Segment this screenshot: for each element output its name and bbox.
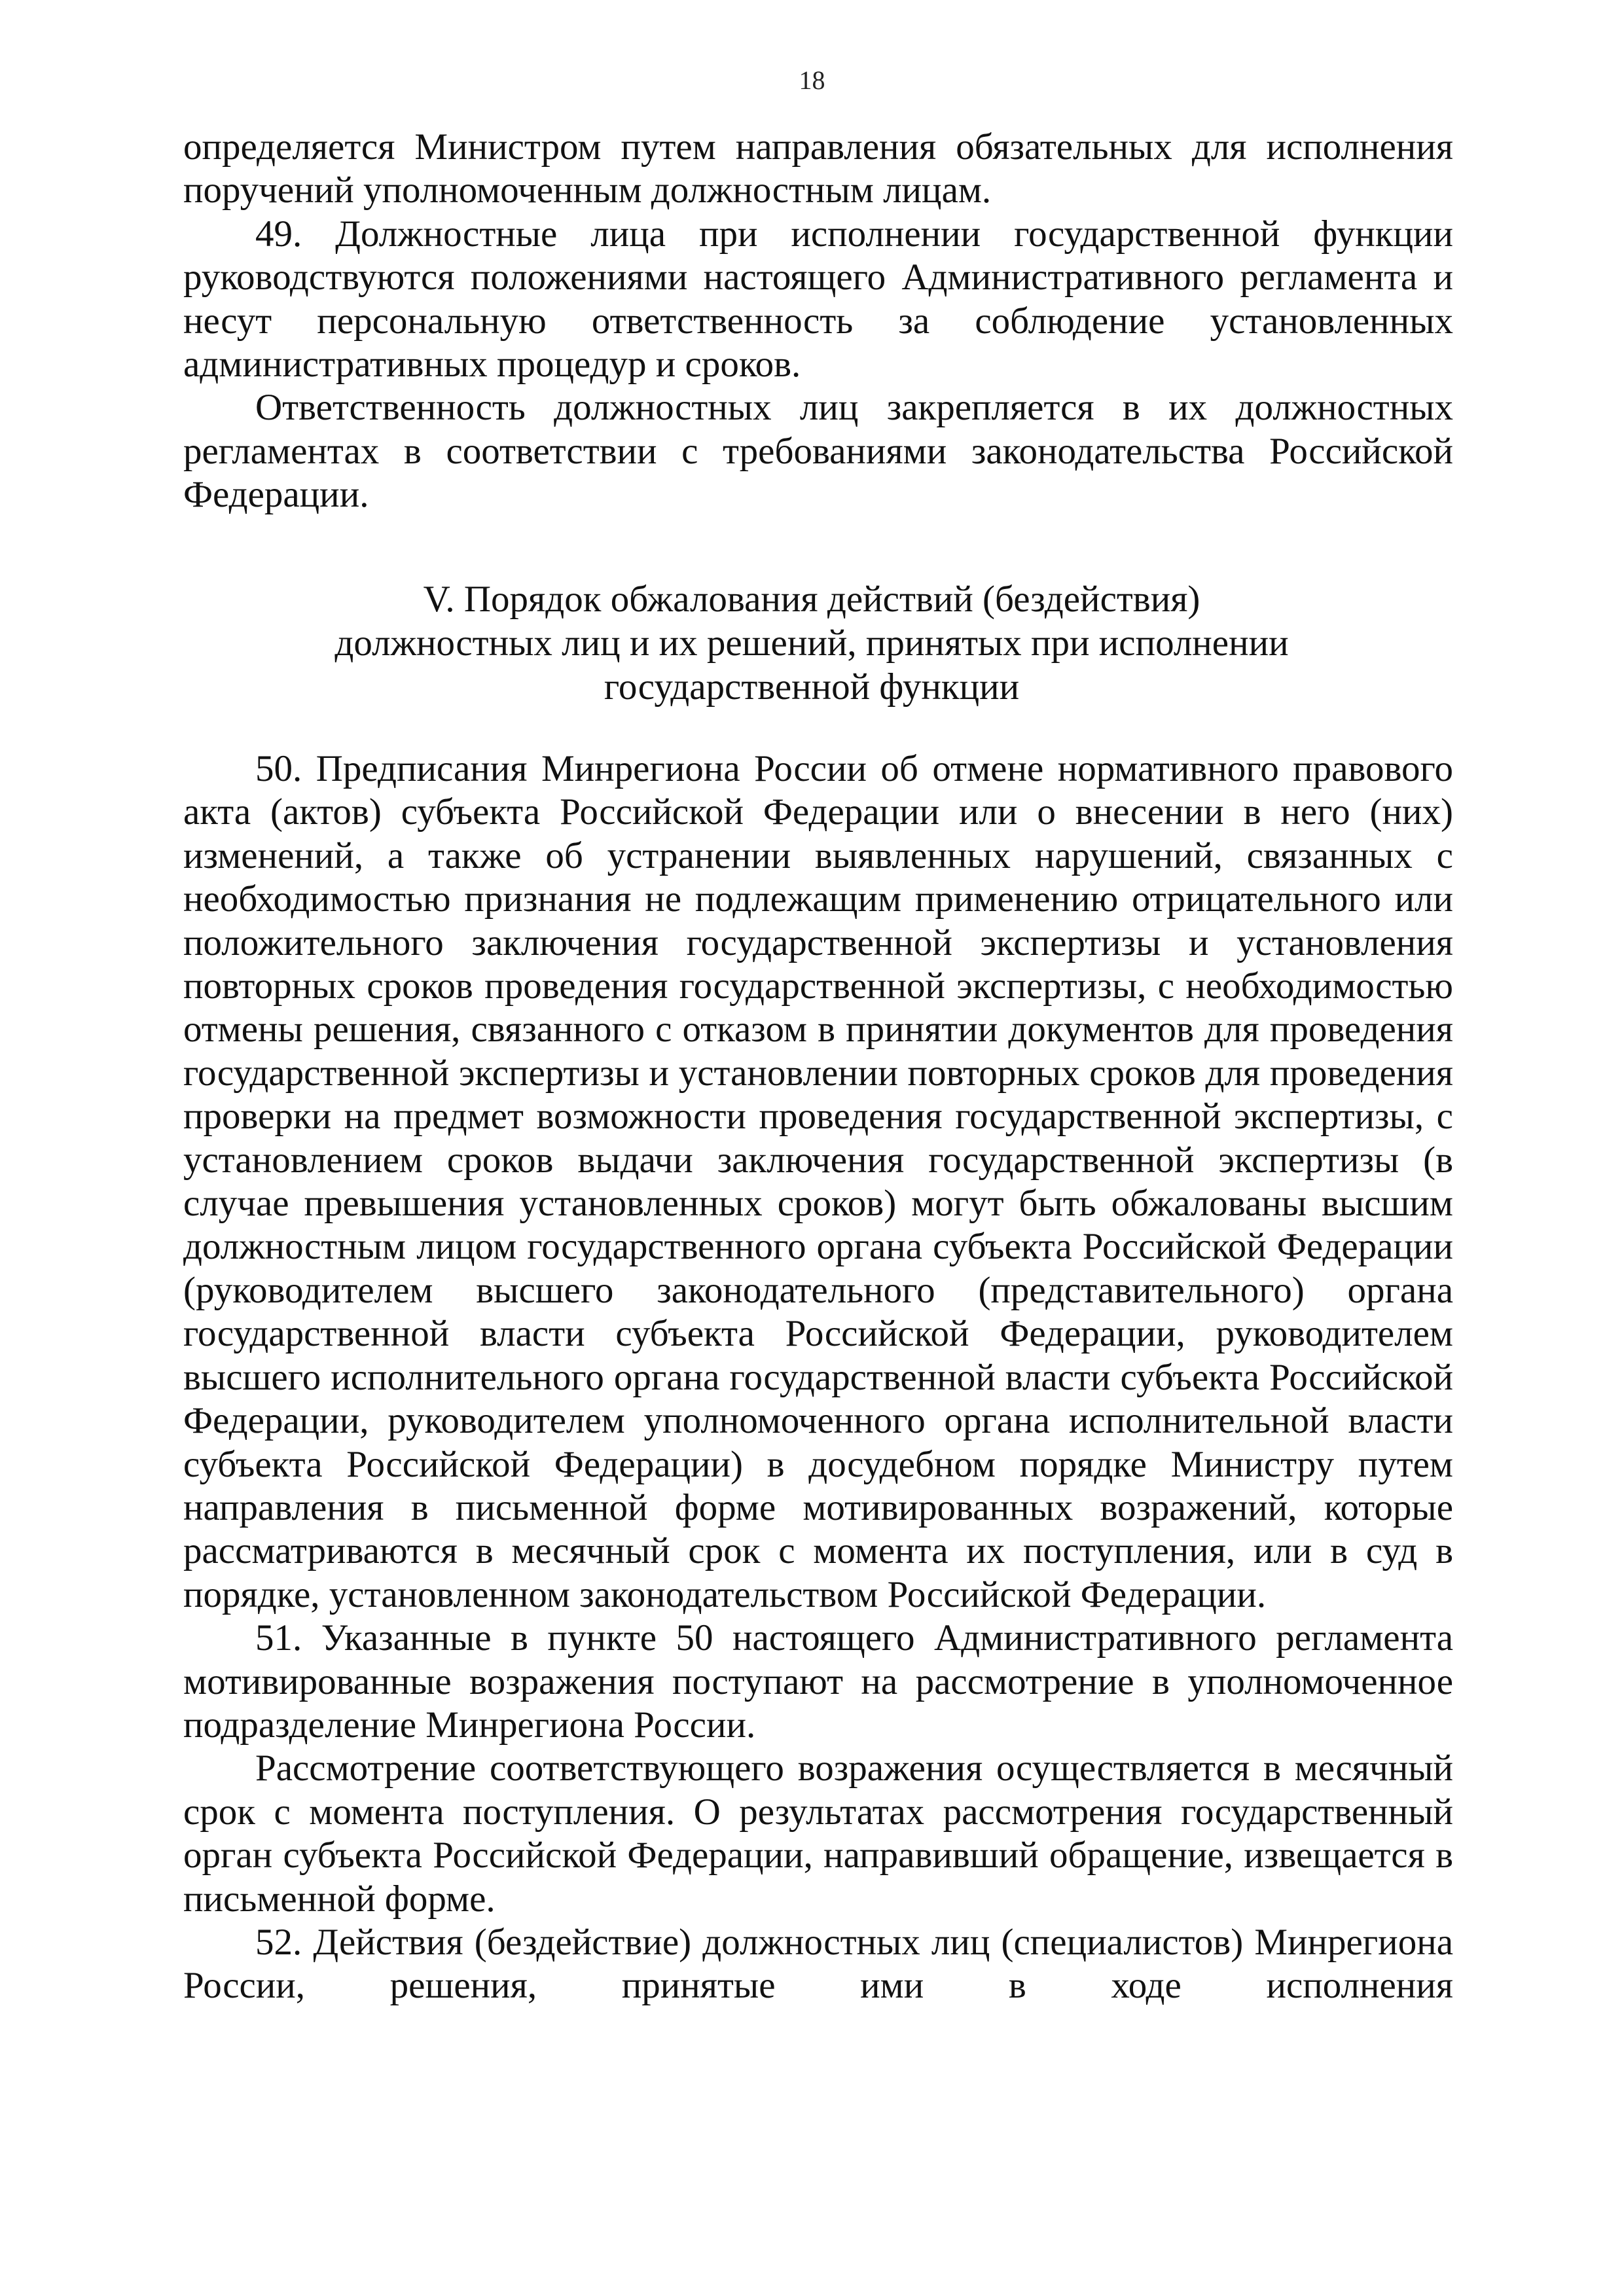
section-heading-line-1: V. Порядок обжалования действий (бездействия)	[423, 579, 1200, 620]
paragraph-52: 52. Действия (бездействие) должностных лиц (специалистов) Минрегиона России, решения, принятые ими в ходе исполнения	[183, 1921, 1453, 2007]
page-number: 18	[799, 65, 825, 95]
main-text-block	[183, 747, 1453, 2008]
paragraph-51: 51. Указанные в пункте 50 настоящего Административного регламента мотивированные возражения поступают на рассмотрение в уполномоченное подразделение Минрегиона России.	[183, 1617, 1453, 1746]
paragraph-50: 50. Предписания Минрегиона России об отмене нормативного правового акта (актов) субъекта Российской Федерации или о внесении в него (них) изменений, а также об устранении выявленных нарушений, связанных с необходимостью признания не подлежащим применению отрицательного или положительного заключения государственной экспертизы и установления повторных сроков проведения государственной экспертизы, с необходимостью отмены решения, связанного с отказом в принятии документов для проведения государственной экспертизы и установлении повторных сроков для проведения проверки на предмет возможности проведения государственной экспертизы, с установлением сроков выдачи заключения государственной экспертизы (в случае превышения установленных сроков) могут быть обжалованы высшим должностным лицом государственного органа субъекта Российской Федерации (руководителем высшего законодательного (представительного) органа государственной власти субъекта Российской Федерации, руководителем высшего исполнительного органа государственной власти субъекта Российской Федерации, руководителем уполномоченного органа исполнительной власти субъекта Российской Федерации) в досудебном порядке Министру путем направления в письменной форме мотивированных возражений, которые рассматриваются в месячный срок с момента их поступления, или в суд в порядке, установленном законодательством Российской Федерации.	[183, 748, 1453, 1615]
paragraph-continuation: определяется Министром путем направления обязательных для исполнения поручений уполномоченным должностным лицам.	[183, 126, 1453, 211]
section-heading	[223, 577, 1401, 709]
paragraph-responsibility: Ответственность должностных лиц закрепляется в их должностных регламентах в соответствии с требованиями законодательства Российской Федерации.	[183, 387, 1453, 516]
section-heading-line-3: государственной функции	[604, 666, 1020, 708]
paragraph-49: 49. Должностные лица при исполнении государственной функции руководствуются положениями настоящего Административного регламента и несут персональную ответственность за соблюдение установленных административных процедур и сроков.	[183, 213, 1453, 386]
top-text-block	[183, 126, 1453, 517]
section-heading-line-2: должностных лиц и их решений, принятых при исполнении	[334, 622, 1289, 664]
paragraph-review: Рассмотрение соответствующего возражения осуществляется в месячный срок с момента поступления. О результатах рассмотрения государственный орган субъекта Российской Федерации, направивший обращение, извещается в письменной форме.	[183, 1748, 1453, 1920]
